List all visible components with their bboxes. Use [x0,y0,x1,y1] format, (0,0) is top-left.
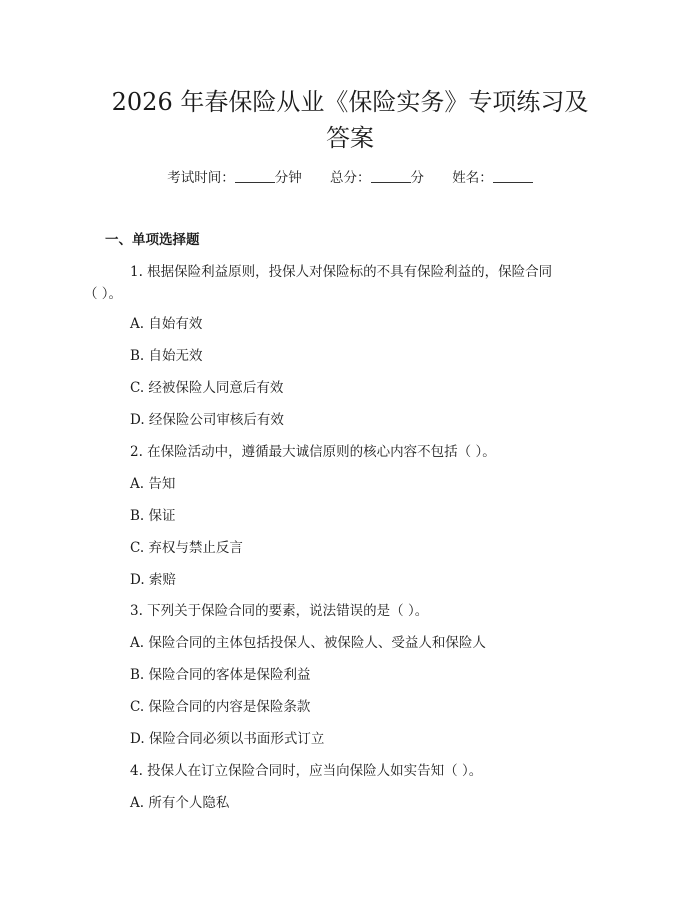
question-2-option-b: B. 保证 [130,508,176,524]
question-2-option-c: C. 弃权与禁止反言 [130,540,243,556]
time-blank [235,168,275,183]
title-line-1: 2026 年春保险从业《保险实务》专项练习及 [111,88,589,116]
question-2-option-a: A. 告知 [130,476,176,492]
question-2-option-d: D. 索赔 [130,572,176,588]
question-4-stem: 4. 投保人在订立保险合同时，应当向保险人如实告知（ ）。 [130,763,483,779]
question-1-stem: 1. 根据保险利益原则，投保人对保险标的不具有保险利益的，保险合同 [130,264,553,280]
score-blank [371,168,411,183]
question-1-option-a: A. 自始有效 [130,316,203,332]
question-2-stem: 2. 在保险活动中，遵循最大诚信原则的核心内容不包括（ ）。 [130,444,496,460]
question-1-option-b: B. 自始无效 [130,348,203,364]
name-blank [493,168,533,183]
question-3-option-b: B. 保险合同的客体是保险利益 [130,667,311,683]
title-line-2: 答案 [326,124,374,152]
question-4-option-a: A. 所有个人隐私 [130,795,230,811]
section-heading: 一、单项选择题 [105,232,200,248]
question-3-option-c: C. 保险合同的内容是保险条款 [130,699,311,715]
exam-time: 考试时间： 分钟 [167,170,302,186]
question-3-option-a: A. 保险合同的主体包括投保人、被保险人、受益人和保险人 [130,635,486,651]
question-3-stem: 3. 下列关于保险合同的要素，说法错误的是（ ）。 [130,603,429,619]
question-3-option-d: D. 保险合同必须以书面形式订立 [130,731,325,747]
exam-score: 总分： 分 [330,170,424,186]
question-1-option-d: D. 经保险公司审核后有效 [130,412,284,428]
document-title [80,84,620,156]
exam-name: 姓名： [452,168,533,188]
question-1-option-c: C. 经被保险人同意后有效 [130,380,284,396]
exam-meta [0,168,700,188]
question-1-stem-cont: （ ）。 [84,286,123,302]
